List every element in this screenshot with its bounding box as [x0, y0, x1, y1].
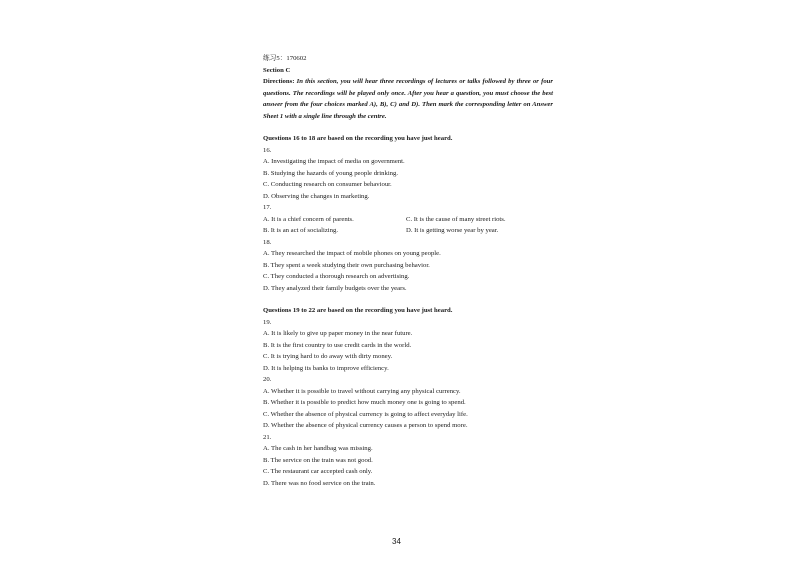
section-title: Section C [263, 66, 291, 74]
group1-heading: Questions 16 to 18 are based on the recording you have just heard. [263, 135, 453, 143]
option: C. Conducting research on consumer behaviour. [263, 181, 392, 189]
option: A. Investigating the impact of media on government. [263, 158, 405, 166]
option: C. It is trying hard to do away with dirty money. [263, 353, 393, 361]
option: B. They spent a week studying their own purchasing behavior. [263, 261, 430, 269]
option: B. Whether it is possible to predict how much money one is going to spend. [263, 399, 466, 407]
option: A. The cash in her handbag was missing. [263, 445, 373, 453]
option: D. It is helping its banks to improve efficiency. [263, 364, 389, 372]
question-number: 20. [263, 376, 272, 384]
option: D. There was no food service on the train. [263, 479, 376, 487]
practice-label: 练习5：170602 [263, 55, 307, 62]
option-row [263, 225, 553, 237]
question-number: 16. [263, 146, 272, 154]
option: C. They conducted a thorough research on advertising. [263, 273, 410, 281]
directions-lead: Directions: [263, 78, 295, 85]
option: C. The restaurant car accepted cash only. [263, 468, 373, 476]
option: A. It is likely to give up paper money in the near future. [263, 330, 413, 338]
option: B. It is an act of socializing. [263, 227, 339, 235]
option: B. The service on the train was not good. [263, 456, 373, 464]
option: D. Whether the absence of physical currency causes a person to spend more. [263, 422, 468, 430]
option: D. Observing the changes in marketing. [263, 192, 370, 200]
exam-content [263, 53, 553, 489]
question-number: 21. [263, 433, 272, 441]
option: D. They analyzed their family budgets over the years. [263, 284, 407, 292]
option: A. It is a chief concern of parents. [263, 215, 354, 223]
option: C. It is the cause of many street riots. [406, 215, 506, 223]
directions [263, 76, 553, 122]
question-number: 17. [263, 204, 272, 212]
directions-text: In this section, you will hear three recordings of lectures or talks followed by three or four questions. The recordings will be played only once. After you hear a question, you must choose the best answer from the four choices marked A), B), C) and D). Then mark the corresponding letter on Answer Sheet 1 with a single line through the centre. [263, 78, 554, 120]
option: A. They researched the impact of mobile phones on young people. [263, 250, 441, 258]
option: A. Whether it is possible to travel without carrying any physical currency. [263, 387, 461, 395]
question-number: 19. [263, 318, 272, 326]
question-number: 18. [263, 238, 272, 246]
option: D. It is getting worse year by year. [406, 227, 499, 235]
option: B. Studying the hazards of young people drinking. [263, 169, 399, 177]
option-row [263, 214, 553, 226]
option: B. It is the first country to use credit cards in the world. [263, 341, 412, 349]
option: C. Whether the absence of physical currency is going to affect everyday life. [263, 410, 468, 418]
page-number: 34 [392, 537, 401, 546]
group2-heading: Questions 19 to 22 are based on the recording you have just heard. [263, 307, 453, 315]
